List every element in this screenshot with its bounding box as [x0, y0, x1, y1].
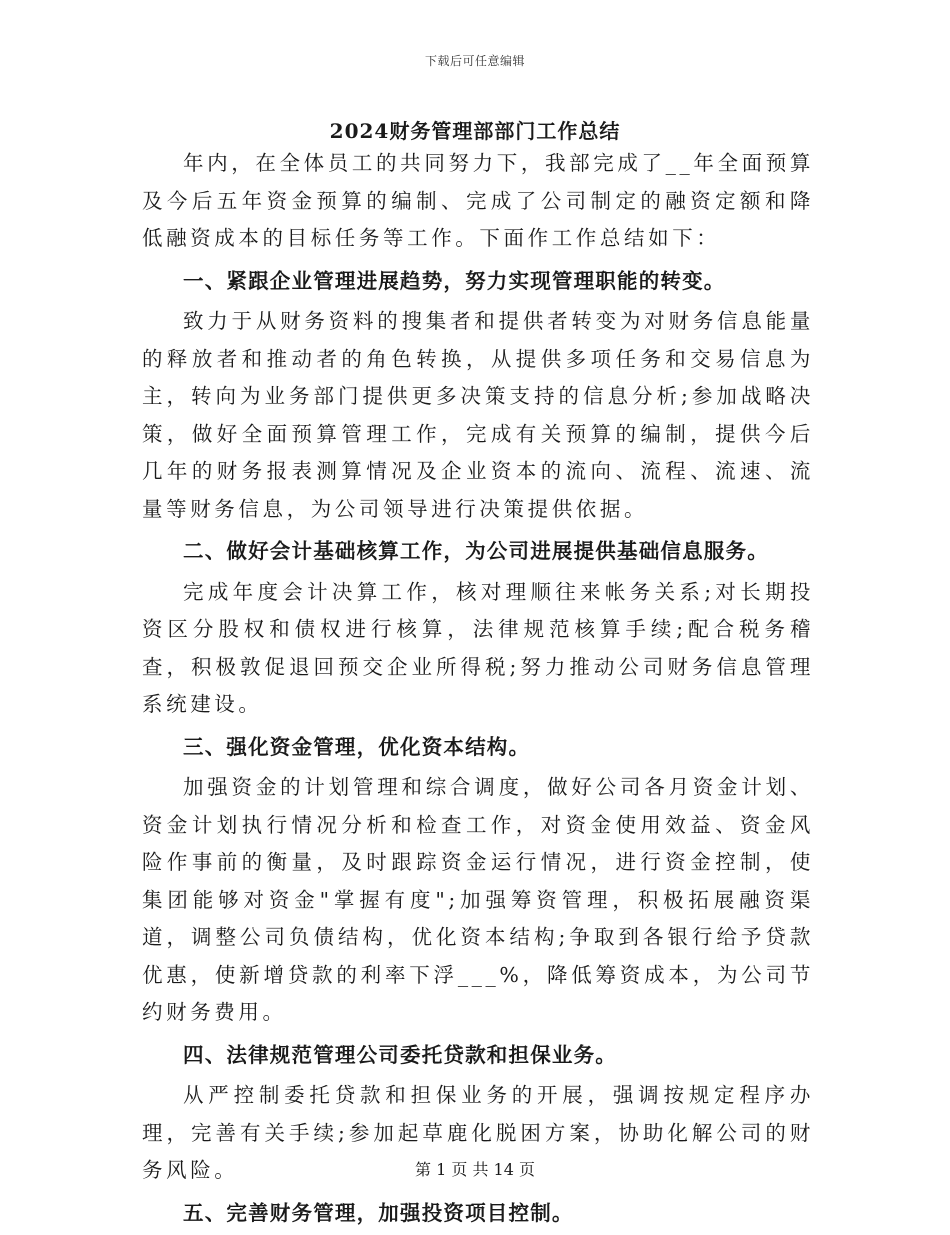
section-heading-3: 三、强化资金管理，优化资本结构。: [183, 734, 531, 759]
section-heading-1: 一、紧跟企业管理进展趋势，努力实现管理职能的转变。: [183, 268, 726, 293]
section-heading-4: 四、法律规范管理公司委托贷款和担保业务。: [183, 1042, 617, 1067]
section-heading-5: 五、完善财务管理，加强投资项目控制。: [183, 1200, 574, 1225]
page-footer-number: 第 1 页 共 14 页: [415, 1160, 535, 1179]
page-header-note: 下载后可任意编辑: [424, 54, 525, 68]
document-title: 2024财务管理部部门工作总结: [329, 119, 621, 143]
section-body-2: 完成年度会计决算工作，核对理顺往来帐务关系;对长期投资区分股权和债权进行核算，法律规范核算手续;配合税务稽查，积极敦促退回预交企业所得税;努力推动公司财务信息管理系统建设。: [142, 579, 814, 716]
section-body-1: 致力于从财务资料的搜集者和提供者转变为对财务信息能量的释放者和推动者的角色转换，从提供多项任务和交易信息为主，转向为业务部门提供更多决策支持的信息分析;参加战略决策，做好全面预算管理工作，完成有关预算的编制，提供今后几年的财务报表测算情况及企业资本的流向、流程、流速、流量等财务信息，为公司领导进行决策提供依据。: [142, 309, 814, 521]
section-heading-2: 二、做好会计基础核算工作，为公司进展提供基础信息服务。: [183, 539, 769, 563]
intro-paragraph: 年内，在全体员工的共同努力下，我部完成了__年全面预算及今后五年资金预算的编制、完成了公司制定的融资定额和降低融资成本的目标任务等工作。下面作工作总结如下：: [142, 151, 814, 250]
section-body-3: 加强资金的计划管理和综合调度，做好公司各月资金计划、资金计划执行情况分析和检查工作，对资金使用效益、资金风险作事前的衡量，及时跟踪资金运行情况，进行资金控制，使集团能够对资金"掌握有度";加强筹资管理，积极拓展融资渠道，调整公司负债结构，优化资本结构;争取到各银行给予贷款优惠，使新增贷款的利率下浮___%，降低筹资成本，为公司节约财务费用。: [142, 775, 814, 1024]
section-body-4: 从严控制委托贷款和担保业务的开展，强调按规定程序办理，完善有关手续;参加起草鹿化脱困方案，协助化解公司的财务风险。: [142, 1083, 814, 1182]
document-body: [142, 145, 814, 1235]
